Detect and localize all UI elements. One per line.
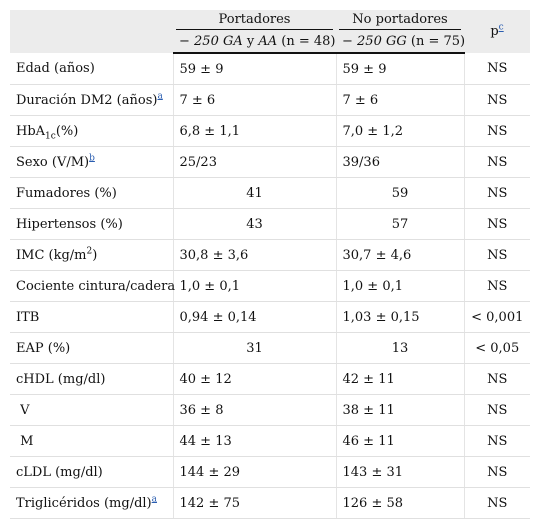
row-label: V — [10, 395, 173, 426]
row-label: ITB — [10, 302, 173, 333]
row-label: IMC $(kg/m^2)$ — [10, 240, 173, 271]
p-value: < 0,001 — [464, 302, 530, 333]
row-label: HbA$_{1c}$(%) — [10, 116, 173, 147]
row-label: Cociente cintura/cadera — [10, 271, 173, 302]
table-row — [10, 457, 530, 488]
carriers-value: 144 ± 29 — [173, 457, 336, 488]
noncarriers-value: 30,7 ± 4,6 — [336, 240, 464, 271]
row-label: EAP (%) — [10, 333, 173, 364]
p-value: NS — [464, 209, 530, 240]
noncarriers-value: 143 ± 31 — [336, 457, 464, 488]
p-value: NS — [464, 395, 530, 426]
p-value: NS — [464, 240, 530, 271]
noncarriers-value: 57 — [336, 209, 464, 240]
carriers-value: 25/23 — [173, 147, 336, 178]
table-row — [10, 302, 530, 333]
row-label: Edad (años) — [10, 53, 173, 85]
noncarriers-value: 7,0 ± 1,2 — [336, 116, 464, 147]
carriers-value: 40 ± 12 — [173, 364, 336, 395]
carriers-value: 1,0 ± 0,1 — [173, 271, 336, 302]
footnote-link-a[interactable]: a — [157, 91, 163, 102]
p-value: NS — [464, 116, 530, 147]
header-group-carriers: Portadores — [173, 10, 336, 30]
carriers-value: 6,8 ± 1,1 — [173, 116, 336, 147]
p-value: < 0,05 — [464, 333, 530, 364]
carriers-value: 36 ± 8 — [173, 395, 336, 426]
table-row — [10, 85, 530, 116]
noncarriers-value: 39/36 — [336, 147, 464, 178]
row-label: cHDL (mg/dl) — [10, 364, 173, 395]
noncarriers-value: 59 — [336, 178, 464, 209]
header-sub-carriers: − 250 GA y AA (n = 48) — [173, 30, 336, 53]
header-sub-noncarriers: − 250 GG (n = 75) — [336, 30, 464, 53]
row-label: M — [10, 426, 173, 457]
carriers-value: 31 — [173, 333, 336, 364]
carriers-value: 142 ± 75 — [173, 488, 336, 519]
data-table-container — [10, 10, 530, 519]
footnote-link-a[interactable]: a — [151, 494, 158, 505]
table-row — [10, 488, 530, 519]
p-value: NS — [464, 457, 530, 488]
noncarriers-value: 1,03 ± 0,15 — [336, 302, 464, 333]
table-row — [10, 395, 530, 426]
p-value: NS — [464, 488, 530, 519]
carriers-value: 59 ± 9 — [173, 53, 336, 85]
table-row — [10, 209, 530, 240]
carriers-value: 30,8 ± 3,6 — [173, 240, 336, 271]
noncarriers-value: 13 — [336, 333, 464, 364]
carriers-value: 41 — [173, 178, 336, 209]
carriers-value: 0,94 ± 0,14 — [173, 302, 336, 333]
table-row — [10, 116, 530, 147]
carriers-value: 44 ± 13 — [173, 426, 336, 457]
noncarriers-value: 126 ± 58 — [336, 488, 464, 519]
row-label: Duración DM2 (años)$^a$ — [10, 85, 173, 116]
table-body — [10, 53, 530, 519]
table-row — [10, 53, 530, 85]
comparison-table — [10, 10, 530, 519]
footnote-link-c[interactable]: c — [498, 22, 504, 33]
p-value: NS — [464, 178, 530, 209]
table-row — [10, 240, 530, 271]
noncarriers-value: 42 ± 11 — [336, 364, 464, 395]
table-row — [10, 178, 530, 209]
footnote-link-b[interactable]: b — [89, 153, 95, 164]
carriers-value: 43 — [173, 209, 336, 240]
noncarriers-value: 7 ± 6 — [336, 85, 464, 116]
row-label: Fumadores (%) — [10, 178, 173, 209]
row-label: Hipertensos (%) — [10, 209, 173, 240]
noncarriers-value: 46 ± 11 — [336, 426, 464, 457]
p-value: NS — [464, 271, 530, 302]
table-row — [10, 271, 530, 302]
p-value: NS — [464, 364, 530, 395]
carriers-value: 7 ± 6 — [173, 85, 336, 116]
row-label: cLDL (mg/dl) — [10, 457, 173, 488]
noncarriers-value: 38 ± 11 — [336, 395, 464, 426]
p-value: NS — [464, 426, 530, 457]
header-p-value: p$^c$ — [464, 10, 530, 53]
row-label: Sexo (V/M)$^b$ — [10, 147, 173, 178]
noncarriers-value: 59 ± 9 — [336, 53, 464, 85]
p-value: NS — [464, 147, 530, 178]
p-value: NS — [464, 53, 530, 85]
p-value: NS — [464, 85, 530, 116]
header-group-noncarriers: No portadores — [336, 10, 464, 30]
table-row — [10, 333, 530, 364]
table-row — [10, 364, 530, 395]
table-row — [10, 426, 530, 457]
table-row — [10, 147, 530, 178]
row-label: Triglicéridos (mg/dl)$^a$ — [10, 488, 173, 519]
noncarriers-value: 1,0 ± 0,1 — [336, 271, 464, 302]
table-header — [10, 10, 530, 53]
header-blank-cell — [10, 10, 173, 53]
